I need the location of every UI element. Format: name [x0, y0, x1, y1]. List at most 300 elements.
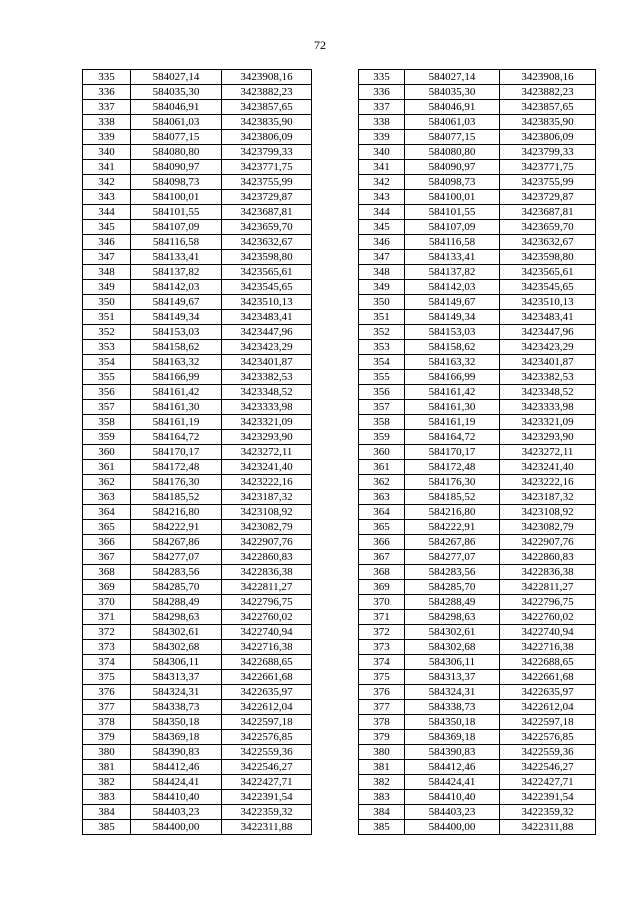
x-coordinate-cell: 584424,41	[131, 775, 222, 790]
table-row	[359, 745, 596, 760]
y-coordinate-cell: 3423806,09	[500, 130, 596, 145]
point-number-cell: 353	[83, 340, 131, 355]
y-coordinate-cell: 3423729,87	[500, 190, 596, 205]
y-coordinate-cell: 3423082,79	[222, 520, 312, 535]
x-coordinate-cell: 584107,09	[131, 220, 222, 235]
point-number-cell: 347	[359, 250, 405, 265]
table-row	[359, 715, 596, 730]
point-number-cell: 349	[359, 280, 405, 295]
x-coordinate-cell: 584283,56	[131, 565, 222, 580]
y-coordinate-cell: 3423321,09	[500, 415, 596, 430]
point-number-cell: 363	[83, 490, 131, 505]
table-row	[359, 70, 596, 85]
y-coordinate-cell: 3422661,68	[222, 670, 312, 685]
table-row	[359, 760, 596, 775]
point-number-cell: 356	[83, 385, 131, 400]
point-number-cell: 335	[83, 70, 131, 85]
x-coordinate-cell: 584288,49	[405, 595, 500, 610]
y-coordinate-cell: 3422811,27	[222, 580, 312, 595]
table-row	[83, 190, 312, 205]
point-number-cell: 355	[83, 370, 131, 385]
point-number-cell: 378	[359, 715, 405, 730]
x-coordinate-cell: 584098,73	[405, 175, 500, 190]
y-coordinate-cell: 3423222,16	[222, 475, 312, 490]
table-row	[83, 370, 312, 385]
point-number-cell: 361	[359, 460, 405, 475]
x-coordinate-cell: 584369,18	[131, 730, 222, 745]
table-row	[359, 340, 596, 355]
table-row	[359, 730, 596, 745]
point-number-cell: 350	[359, 295, 405, 310]
y-coordinate-cell: 3423241,40	[500, 460, 596, 475]
point-number-cell: 343	[359, 190, 405, 205]
table-row	[83, 520, 312, 535]
table-row	[83, 595, 312, 610]
y-coordinate-cell: 3423082,79	[500, 520, 596, 535]
point-number-cell: 346	[83, 235, 131, 250]
table-row	[83, 310, 312, 325]
y-coordinate-cell: 3423857,65	[222, 100, 312, 115]
y-coordinate-cell: 3423348,52	[500, 385, 596, 400]
table-row	[83, 160, 312, 175]
y-coordinate-cell: 3422612,04	[500, 700, 596, 715]
y-coordinate-cell: 3423272,11	[500, 445, 596, 460]
x-coordinate-cell: 584158,62	[405, 340, 500, 355]
table-row	[359, 505, 596, 520]
table-row	[359, 130, 596, 145]
x-coordinate-cell: 584403,23	[405, 805, 500, 820]
table-row	[83, 730, 312, 745]
x-coordinate-cell: 584277,07	[131, 550, 222, 565]
table-row	[83, 400, 312, 415]
point-number-cell: 384	[83, 805, 131, 820]
y-coordinate-cell: 3422688,65	[500, 655, 596, 670]
point-number-cell: 351	[359, 310, 405, 325]
point-number-cell: 366	[359, 535, 405, 550]
y-coordinate-cell: 3423799,33	[222, 145, 312, 160]
point-number-cell: 356	[359, 385, 405, 400]
x-coordinate-cell: 584306,11	[405, 655, 500, 670]
table-row	[359, 595, 596, 610]
x-coordinate-cell: 584176,30	[131, 475, 222, 490]
table-row	[359, 160, 596, 175]
point-number-cell: 367	[83, 550, 131, 565]
x-coordinate-cell: 584101,55	[405, 205, 500, 220]
x-coordinate-cell: 584080,80	[405, 145, 500, 160]
point-number-cell: 376	[83, 685, 131, 700]
table-row	[83, 670, 312, 685]
table-row	[359, 325, 596, 340]
table-row	[359, 400, 596, 415]
x-coordinate-cell: 584267,86	[131, 535, 222, 550]
x-coordinate-cell: 584161,19	[405, 415, 500, 430]
x-coordinate-cell: 584172,48	[405, 460, 500, 475]
x-coordinate-cell: 584285,70	[131, 580, 222, 595]
y-coordinate-cell: 3423545,65	[222, 280, 312, 295]
table-row	[83, 385, 312, 400]
table-row	[359, 415, 596, 430]
coordinates-table-left	[82, 69, 312, 835]
x-coordinate-cell: 584149,67	[405, 295, 500, 310]
y-coordinate-cell: 3423565,61	[500, 265, 596, 280]
table-row	[359, 805, 596, 820]
table-row	[83, 115, 312, 130]
x-coordinate-cell: 584133,41	[405, 250, 500, 265]
point-number-cell: 353	[359, 340, 405, 355]
y-coordinate-cell: 3423447,96	[500, 325, 596, 340]
x-coordinate-cell: 584285,70	[405, 580, 500, 595]
x-coordinate-cell: 584027,14	[131, 70, 222, 85]
point-number-cell: 341	[359, 160, 405, 175]
y-coordinate-cell: 3422907,76	[222, 535, 312, 550]
x-coordinate-cell: 584100,01	[131, 190, 222, 205]
table-row	[83, 460, 312, 475]
y-coordinate-cell: 3423755,99	[222, 175, 312, 190]
table-row	[359, 475, 596, 490]
table-row	[83, 70, 312, 85]
x-coordinate-cell: 584166,99	[131, 370, 222, 385]
x-coordinate-cell: 584166,99	[405, 370, 500, 385]
point-number-cell: 352	[83, 325, 131, 340]
table-row	[83, 220, 312, 235]
point-number-cell: 383	[83, 790, 131, 805]
x-coordinate-cell: 584161,42	[405, 385, 500, 400]
x-coordinate-cell: 584185,52	[405, 490, 500, 505]
x-coordinate-cell: 584107,09	[405, 220, 500, 235]
y-coordinate-cell: 3423241,40	[222, 460, 312, 475]
y-coordinate-cell: 3423382,53	[222, 370, 312, 385]
x-coordinate-cell: 584306,11	[131, 655, 222, 670]
y-coordinate-cell: 3422760,02	[500, 610, 596, 625]
table-row	[83, 625, 312, 640]
table-row	[83, 235, 312, 250]
table-row	[359, 385, 596, 400]
point-number-cell: 365	[83, 520, 131, 535]
point-number-cell: 339	[83, 130, 131, 145]
x-coordinate-cell: 584149,34	[131, 310, 222, 325]
point-number-cell: 375	[359, 670, 405, 685]
y-coordinate-cell: 3423293,90	[500, 430, 596, 445]
y-coordinate-cell: 3423423,29	[222, 340, 312, 355]
x-coordinate-cell: 584313,37	[405, 670, 500, 685]
y-coordinate-cell: 3422359,32	[500, 805, 596, 820]
table-row	[359, 490, 596, 505]
point-number-cell: 371	[83, 610, 131, 625]
point-number-cell: 339	[359, 130, 405, 145]
x-coordinate-cell: 584061,03	[405, 115, 500, 130]
point-number-cell: 351	[83, 310, 131, 325]
x-coordinate-cell: 584410,40	[131, 790, 222, 805]
y-coordinate-cell: 3423632,67	[500, 235, 596, 250]
x-coordinate-cell: 584412,46	[131, 760, 222, 775]
point-number-cell: 373	[83, 640, 131, 655]
x-coordinate-cell: 584350,18	[405, 715, 500, 730]
table-row	[83, 655, 312, 670]
y-coordinate-cell: 3422688,65	[222, 655, 312, 670]
table-row	[83, 820, 312, 835]
x-coordinate-cell: 584185,52	[131, 490, 222, 505]
point-number-cell: 357	[359, 400, 405, 415]
table-row	[359, 430, 596, 445]
y-coordinate-cell: 3423447,96	[222, 325, 312, 340]
x-coordinate-cell: 584170,17	[131, 445, 222, 460]
y-coordinate-cell: 3423857,65	[500, 100, 596, 115]
x-coordinate-cell: 584061,03	[131, 115, 222, 130]
table-row	[359, 310, 596, 325]
x-coordinate-cell: 584098,73	[131, 175, 222, 190]
y-coordinate-cell: 3422576,85	[222, 730, 312, 745]
point-number-cell: 342	[359, 175, 405, 190]
table-row	[83, 775, 312, 790]
y-coordinate-cell: 3423222,16	[500, 475, 596, 490]
x-coordinate-cell: 584137,82	[405, 265, 500, 280]
point-number-cell: 355	[359, 370, 405, 385]
y-coordinate-cell: 3423333,98	[222, 400, 312, 415]
y-coordinate-cell: 3422907,76	[500, 535, 596, 550]
x-coordinate-cell: 584302,61	[131, 625, 222, 640]
y-coordinate-cell: 3423687,81	[222, 205, 312, 220]
point-number-cell: 371	[359, 610, 405, 625]
point-number-cell: 381	[359, 760, 405, 775]
y-coordinate-cell: 3423272,11	[222, 445, 312, 460]
x-coordinate-cell: 584170,17	[405, 445, 500, 460]
point-number-cell: 360	[83, 445, 131, 460]
table-row	[359, 535, 596, 550]
y-coordinate-cell: 3423755,99	[500, 175, 596, 190]
x-coordinate-cell: 584288,49	[131, 595, 222, 610]
y-coordinate-cell: 3423423,29	[500, 340, 596, 355]
x-coordinate-cell: 584277,07	[405, 550, 500, 565]
y-coordinate-cell: 3423483,41	[500, 310, 596, 325]
point-number-cell: 369	[359, 580, 405, 595]
table-row	[359, 445, 596, 460]
point-number-cell: 366	[83, 535, 131, 550]
x-coordinate-cell: 584403,23	[131, 805, 222, 820]
y-coordinate-cell: 3423632,67	[222, 235, 312, 250]
x-coordinate-cell: 584090,97	[131, 160, 222, 175]
point-number-cell: 358	[83, 415, 131, 430]
point-number-cell: 377	[359, 700, 405, 715]
y-coordinate-cell: 3422740,94	[500, 625, 596, 640]
x-coordinate-cell: 584161,30	[131, 400, 222, 415]
y-coordinate-cell: 3423882,23	[500, 85, 596, 100]
y-coordinate-cell: 3423108,92	[500, 505, 596, 520]
x-coordinate-cell: 584116,58	[405, 235, 500, 250]
x-coordinate-cell: 584163,32	[131, 355, 222, 370]
table-row	[359, 460, 596, 475]
x-coordinate-cell: 584216,80	[131, 505, 222, 520]
point-number-cell: 385	[83, 820, 131, 835]
point-number-cell: 359	[359, 430, 405, 445]
x-coordinate-cell: 584172,48	[131, 460, 222, 475]
y-coordinate-cell: 3422760,02	[222, 610, 312, 625]
x-coordinate-cell: 584164,72	[131, 430, 222, 445]
point-number-cell: 357	[83, 400, 131, 415]
table-row	[83, 295, 312, 310]
point-number-cell: 352	[359, 325, 405, 340]
x-coordinate-cell: 584176,30	[405, 475, 500, 490]
x-coordinate-cell: 584149,67	[131, 295, 222, 310]
table-row	[359, 220, 596, 235]
point-number-cell: 340	[83, 145, 131, 160]
table-row	[83, 640, 312, 655]
point-number-cell: 344	[359, 205, 405, 220]
y-coordinate-cell: 3422635,97	[500, 685, 596, 700]
table-row	[359, 775, 596, 790]
table-row	[83, 745, 312, 760]
x-coordinate-cell: 584302,68	[405, 640, 500, 655]
y-coordinate-cell: 3422311,88	[500, 820, 596, 835]
x-coordinate-cell: 584161,19	[131, 415, 222, 430]
x-coordinate-cell: 584153,03	[405, 325, 500, 340]
y-coordinate-cell: 3423598,80	[222, 250, 312, 265]
y-coordinate-cell: 3423510,13	[222, 295, 312, 310]
point-number-cell: 381	[83, 760, 131, 775]
x-coordinate-cell: 584222,91	[405, 520, 500, 535]
x-coordinate-cell: 584410,40	[405, 790, 500, 805]
x-coordinate-cell: 584133,41	[131, 250, 222, 265]
point-number-cell: 348	[83, 265, 131, 280]
table-row	[359, 190, 596, 205]
point-number-cell: 372	[359, 625, 405, 640]
y-coordinate-cell: 3422836,38	[222, 565, 312, 580]
table-row	[83, 85, 312, 100]
table-row	[83, 280, 312, 295]
y-coordinate-cell: 3423401,87	[222, 355, 312, 370]
table-row	[83, 325, 312, 340]
x-coordinate-cell: 584338,73	[405, 700, 500, 715]
y-coordinate-cell: 3422716,38	[500, 640, 596, 655]
point-number-cell: 384	[359, 805, 405, 820]
point-number-cell: 336	[83, 85, 131, 100]
x-coordinate-cell: 584302,68	[131, 640, 222, 655]
y-coordinate-cell: 3422576,85	[500, 730, 596, 745]
y-coordinate-cell: 3422661,68	[500, 670, 596, 685]
y-coordinate-cell: 3423882,23	[222, 85, 312, 100]
x-coordinate-cell: 584153,03	[131, 325, 222, 340]
y-coordinate-cell: 3423348,52	[222, 385, 312, 400]
y-coordinate-cell: 3422427,71	[222, 775, 312, 790]
y-coordinate-cell: 3422559,36	[500, 745, 596, 760]
y-coordinate-cell: 3423187,32	[500, 490, 596, 505]
table-row	[83, 805, 312, 820]
table-row	[359, 820, 596, 835]
y-coordinate-cell: 3423835,90	[222, 115, 312, 130]
x-coordinate-cell: 584142,03	[405, 280, 500, 295]
table-row	[83, 355, 312, 370]
x-coordinate-cell: 584302,61	[405, 625, 500, 640]
point-number-cell: 367	[359, 550, 405, 565]
point-number-cell: 337	[83, 100, 131, 115]
table-row	[83, 250, 312, 265]
x-coordinate-cell: 584142,03	[131, 280, 222, 295]
point-number-cell: 361	[83, 460, 131, 475]
point-number-cell: 372	[83, 625, 131, 640]
y-coordinate-cell: 3423293,90	[222, 430, 312, 445]
y-coordinate-cell: 3422716,38	[222, 640, 312, 655]
table-row	[83, 430, 312, 445]
y-coordinate-cell: 3423382,53	[500, 370, 596, 385]
point-number-cell: 368	[359, 565, 405, 580]
point-number-cell: 358	[359, 415, 405, 430]
point-number-cell: 348	[359, 265, 405, 280]
point-number-cell: 350	[83, 295, 131, 310]
table-row	[359, 145, 596, 160]
x-coordinate-cell: 584298,63	[131, 610, 222, 625]
x-coordinate-cell: 584283,56	[405, 565, 500, 580]
point-number-cell: 363	[359, 490, 405, 505]
x-coordinate-cell: 584137,82	[131, 265, 222, 280]
table-row	[359, 580, 596, 595]
point-number-cell: 354	[83, 355, 131, 370]
y-coordinate-cell: 3423835,90	[500, 115, 596, 130]
point-number-cell: 379	[359, 730, 405, 745]
x-coordinate-cell: 584027,14	[405, 70, 500, 85]
table-row	[359, 640, 596, 655]
table-row	[359, 250, 596, 265]
y-coordinate-cell: 3422612,04	[222, 700, 312, 715]
y-coordinate-cell: 3422836,38	[500, 565, 596, 580]
y-coordinate-cell: 3422635,97	[222, 685, 312, 700]
point-number-cell: 347	[83, 250, 131, 265]
y-coordinate-cell: 3423510,13	[500, 295, 596, 310]
point-number-cell: 383	[359, 790, 405, 805]
y-coordinate-cell: 3422391,54	[222, 790, 312, 805]
table-row	[359, 655, 596, 670]
x-coordinate-cell: 584412,46	[405, 760, 500, 775]
x-coordinate-cell: 584077,15	[131, 130, 222, 145]
y-coordinate-cell: 3422427,71	[500, 775, 596, 790]
y-coordinate-cell: 3423545,65	[500, 280, 596, 295]
table-row	[83, 475, 312, 490]
point-number-cell: 380	[83, 745, 131, 760]
x-coordinate-cell: 584350,18	[131, 715, 222, 730]
point-number-cell: 359	[83, 430, 131, 445]
point-number-cell: 375	[83, 670, 131, 685]
x-coordinate-cell: 584080,80	[131, 145, 222, 160]
point-number-cell: 382	[359, 775, 405, 790]
table-row	[83, 700, 312, 715]
y-coordinate-cell: 3423187,32	[222, 490, 312, 505]
point-number-cell: 364	[83, 505, 131, 520]
table-row	[359, 370, 596, 385]
x-coordinate-cell: 584090,97	[405, 160, 500, 175]
point-number-cell: 362	[359, 475, 405, 490]
point-number-cell: 336	[359, 85, 405, 100]
point-number-cell: 340	[359, 145, 405, 160]
table-row	[83, 760, 312, 775]
table-row	[83, 205, 312, 220]
x-coordinate-cell: 584149,34	[405, 310, 500, 325]
point-number-cell: 377	[83, 700, 131, 715]
y-coordinate-cell: 3422546,27	[222, 760, 312, 775]
x-coordinate-cell: 584222,91	[131, 520, 222, 535]
table-row	[359, 520, 596, 535]
y-coordinate-cell: 3422546,27	[500, 760, 596, 775]
x-coordinate-cell: 584216,80	[405, 505, 500, 520]
y-coordinate-cell: 3423687,81	[500, 205, 596, 220]
x-coordinate-cell: 584077,15	[405, 130, 500, 145]
y-coordinate-cell: 3422860,83	[500, 550, 596, 565]
x-coordinate-cell: 584267,86	[405, 535, 500, 550]
y-coordinate-cell: 3423659,70	[222, 220, 312, 235]
y-coordinate-cell: 3422597,18	[222, 715, 312, 730]
y-coordinate-cell: 3423729,87	[222, 190, 312, 205]
table-row	[83, 340, 312, 355]
point-number-cell: 335	[359, 70, 405, 85]
y-coordinate-cell: 3423333,98	[500, 400, 596, 415]
y-coordinate-cell: 3422740,94	[222, 625, 312, 640]
